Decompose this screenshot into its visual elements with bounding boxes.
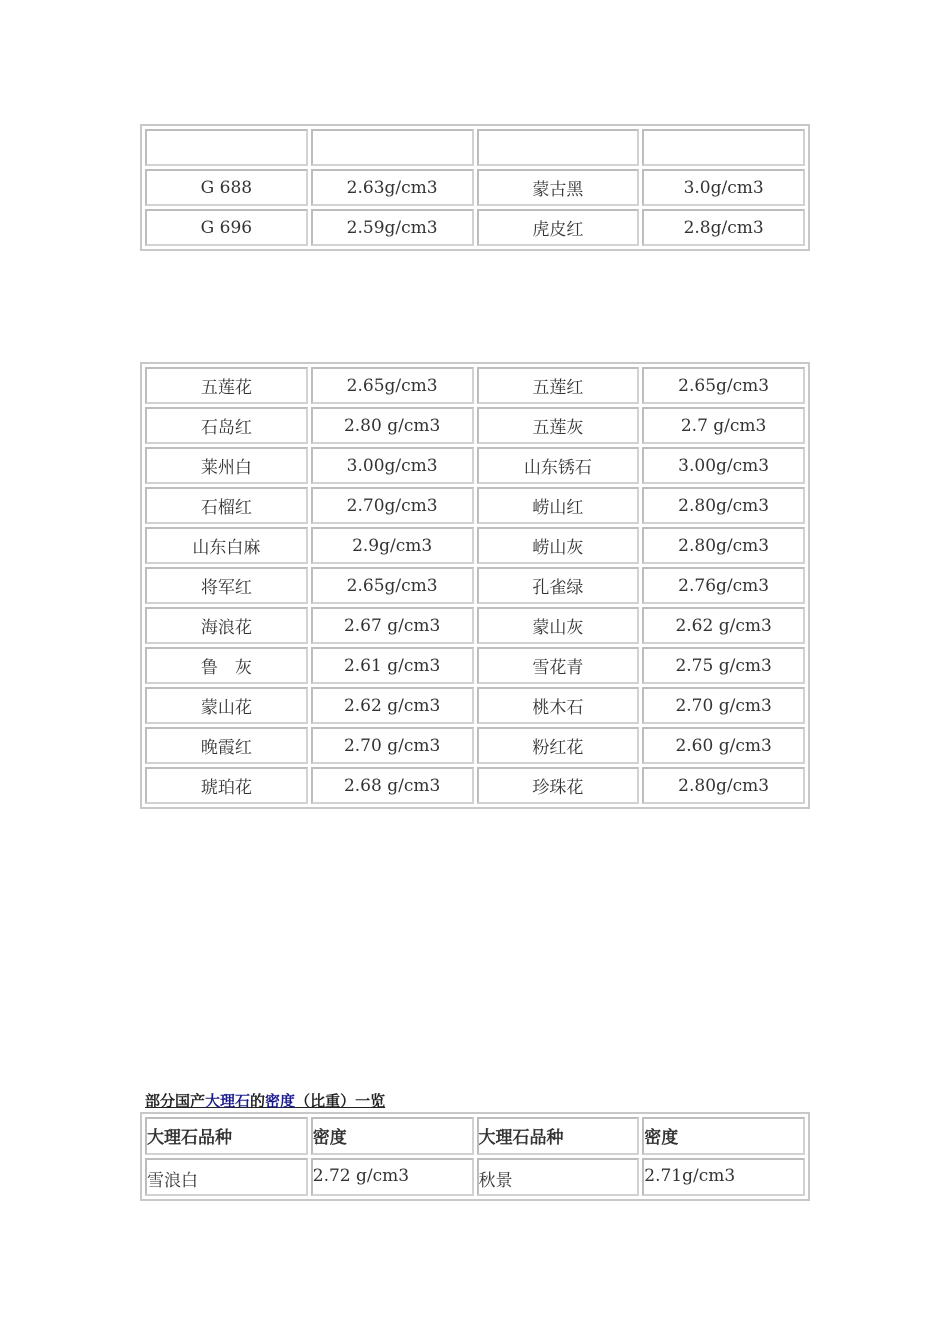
table-row: [145, 407, 805, 444]
table-cell: 崂山灰: [477, 527, 640, 564]
table-row: [145, 567, 805, 604]
table-cell: 蒙山灰: [477, 607, 640, 644]
table-cell: 2.70 g/cm3: [311, 727, 474, 764]
table-cell: 2.61 g/cm3: [311, 647, 474, 684]
table-cell: 粉红花: [477, 727, 640, 764]
table-cell: 2.70g/cm3: [311, 487, 474, 524]
table-row: [145, 169, 805, 206]
table-cell: G 688: [145, 169, 308, 206]
table-row: [145, 527, 805, 564]
table-cell: 2.72 g/cm3: [311, 1158, 474, 1196]
table-cell: 五莲灰: [477, 407, 640, 444]
table-cell: 2.80g/cm3: [642, 767, 805, 804]
table-cell: 2.63g/cm3: [311, 169, 474, 206]
density-link[interactable]: 密度: [265, 1092, 296, 1110]
table-cell: 雪浪白: [145, 1158, 308, 1196]
table-cell: 2.59g/cm3: [311, 209, 474, 246]
table-cell: 崂山红: [477, 487, 640, 524]
table-cell: 2.68 g/cm3: [311, 767, 474, 804]
table-row: [145, 209, 805, 246]
table-cell: 珍珠花: [477, 767, 640, 804]
table-cell: 石榴红: [145, 487, 308, 524]
table-row: [145, 647, 805, 684]
caption-text: （比重）一览: [295, 1092, 386, 1110]
table-cell: 莱州白: [145, 447, 308, 484]
caption-text: 部分国产: [145, 1092, 206, 1110]
table-cell: [477, 129, 640, 166]
table-row: [145, 487, 805, 524]
table-header-row: [145, 1117, 805, 1155]
table-cell: [311, 129, 474, 166]
table-cell: 3.0g/cm3: [642, 169, 805, 206]
table-cell: 2.65g/cm3: [311, 567, 474, 604]
table-cell: 虎皮红: [477, 209, 640, 246]
table-cell: 2.8g/cm3: [642, 209, 805, 246]
granite-density-table-main: [140, 362, 810, 809]
table-cell: 2.75 g/cm3: [642, 647, 805, 684]
marble-density-table: [140, 1112, 810, 1201]
table-cell: 2.65g/cm3: [311, 367, 474, 404]
table-cell: G 696: [145, 209, 308, 246]
table-cell: 2.65g/cm3: [642, 367, 805, 404]
table-cell: 2.60 g/cm3: [642, 727, 805, 764]
table-cell: 2.9g/cm3: [311, 527, 474, 564]
table-cell: 3.00g/cm3: [642, 447, 805, 484]
table-cell: 将军红: [145, 567, 308, 604]
table-cell: 2.80g/cm3: [642, 487, 805, 524]
column-header: 大理石品种: [145, 1117, 308, 1155]
table-row: [145, 1158, 805, 1196]
table-row: [145, 447, 805, 484]
table-cell: 2.7 g/cm3: [642, 407, 805, 444]
table-cell: 2.80g/cm3: [642, 527, 805, 564]
table-cell: 2.70 g/cm3: [642, 687, 805, 724]
table-cell: 石岛红: [145, 407, 308, 444]
table-cell: 2.67 g/cm3: [311, 607, 474, 644]
table-row: [145, 129, 805, 166]
table-cell: 蒙山花: [145, 687, 308, 724]
column-header: 密度: [311, 1117, 474, 1155]
table-cell: 晚霞红: [145, 727, 308, 764]
table-cell: 2.80 g/cm3: [311, 407, 474, 444]
marble-density-caption: [145, 1090, 385, 1111]
marble-link[interactable]: 大理石: [205, 1092, 251, 1110]
table-cell: 2.62 g/cm3: [642, 607, 805, 644]
table-cell: 五莲红: [477, 367, 640, 404]
table-row: [145, 727, 805, 764]
table-cell: 2.71g/cm3: [642, 1158, 805, 1196]
column-header: 大理石品种: [477, 1117, 640, 1155]
granite-density-table-top: [140, 124, 810, 251]
table-cell: [642, 129, 805, 166]
table-cell: 秋景: [477, 1158, 640, 1196]
table-cell: 雪花青: [477, 647, 640, 684]
table-cell: 2.62 g/cm3: [311, 687, 474, 724]
table-cell: [145, 129, 308, 166]
table-cell: 五莲花: [145, 367, 308, 404]
caption-text: 的: [250, 1092, 266, 1110]
table-row: [145, 367, 805, 404]
table-cell: 3.00g/cm3: [311, 447, 474, 484]
table-cell: 蒙古黑: [477, 169, 640, 206]
table-cell: 琥珀花: [145, 767, 308, 804]
table-cell: 海浪花: [145, 607, 308, 644]
table-cell: 山东锈石: [477, 447, 640, 484]
table-row: [145, 767, 805, 804]
table-row: [145, 607, 805, 644]
table-row: [145, 687, 805, 724]
table-cell: 桃木石: [477, 687, 640, 724]
table-cell: 2.76g/cm3: [642, 567, 805, 604]
table-cell: 山东白麻: [145, 527, 308, 564]
table-cell: 孔雀绿: [477, 567, 640, 604]
table-cell: 鲁 灰: [145, 647, 308, 684]
column-header: 密度: [642, 1117, 805, 1155]
